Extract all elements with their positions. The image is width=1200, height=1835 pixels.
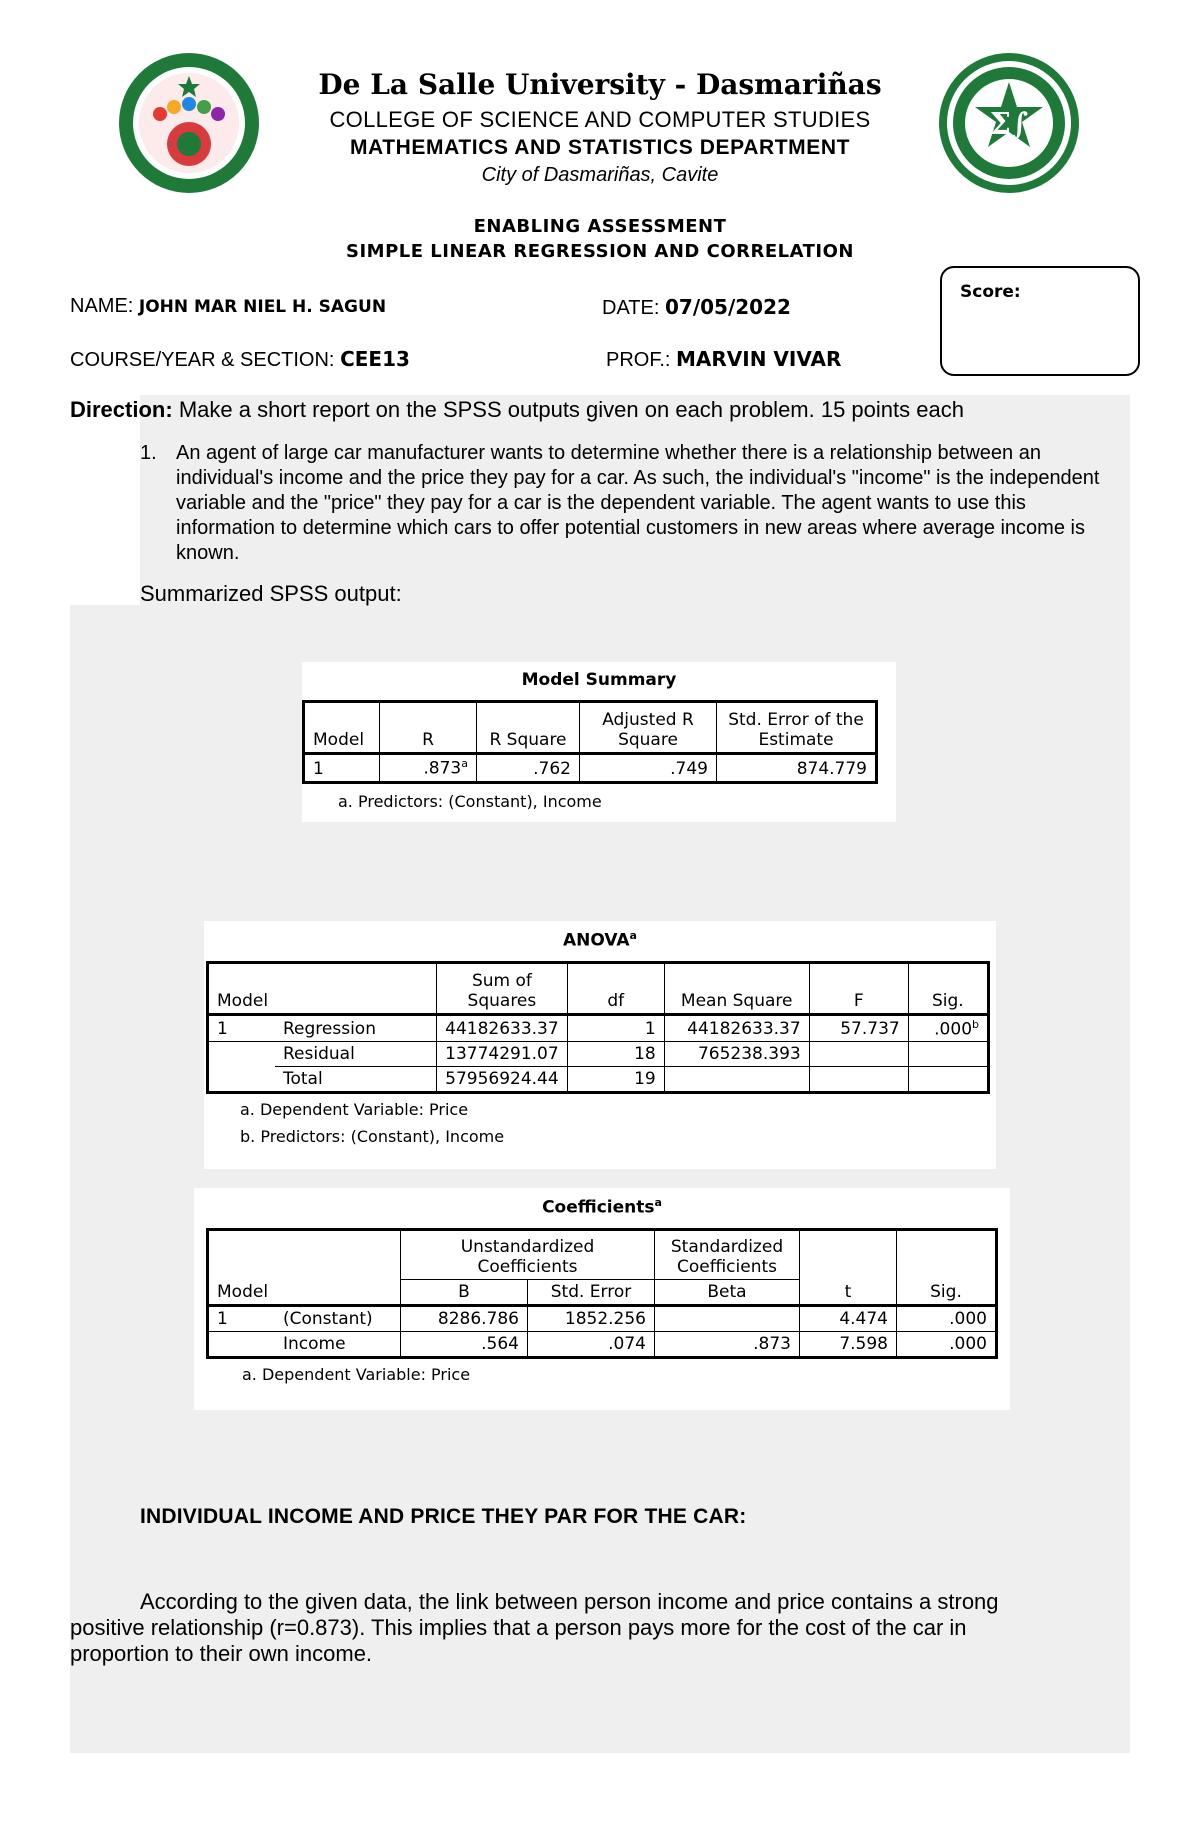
cell-model: [208, 1067, 276, 1093]
cell-f: 57.737: [809, 1014, 908, 1042]
college-name: COLLEGE OF SCIENCE AND COMPUTER STUDIES: [329, 107, 871, 132]
header-sig: Sig.: [897, 1229, 997, 1305]
table-row: [208, 1331, 997, 1357]
table-row: [208, 1042, 989, 1067]
anova-note-a: a. Dependent Variable: Price: [240, 1100, 469, 1120]
cell-label: Regression: [275, 1014, 437, 1042]
name-label: NAME:: [70, 295, 134, 317]
university-logo: [118, 52, 260, 194]
header-df: df: [567, 962, 664, 1014]
table-row: [208, 1067, 989, 1093]
cell-beta: .873: [655, 1331, 800, 1357]
cell-se: .074: [528, 1331, 655, 1357]
header-t: t: [800, 1229, 897, 1305]
date-label: DATE:: [602, 297, 660, 319]
cell-label: Income: [275, 1331, 401, 1357]
header-b: B: [401, 1279, 528, 1305]
svg-text:Σ∫: Σ∫: [989, 107, 1029, 142]
spss-output-label: Summarized SPSS output:: [140, 581, 402, 606]
anova-note-b: b. Predictors: (Constant), Income: [240, 1127, 505, 1147]
anova-table: [206, 961, 990, 1095]
table-header-row: [208, 962, 989, 1014]
report-paragraph: According to the given data, the link between person income and price contains a strong positive relationship (r=0.873). This implies that a person pays more for the cost of the car in proportion to their own income.: [70, 1589, 999, 1666]
cell-df: 19: [567, 1067, 664, 1093]
problem-text: An agent of large car manufacturer wants to determine whether there is a relationship between an individual's income and the price they pay for a car. As such, the individual's "income" is the independent variable and the "price" they pay for a car is the dependent variable. The agent wants to use this information to determine which cars to offer potential customers in new areas where average income is known.: [176, 442, 1100, 564]
cell-df: 1: [567, 1014, 664, 1042]
problem-number: 1.: [140, 442, 157, 464]
cell-label: Total: [275, 1067, 437, 1093]
name-field: [70, 295, 386, 318]
cell-beta: [655, 1305, 800, 1331]
cell-r-square: .762: [477, 754, 580, 783]
cell-b: 8286.786: [401, 1305, 528, 1331]
direction-text: Make a short report on the SPSS outputs given on each problem. 15 points each: [178, 397, 964, 422]
cell-ms: [664, 1067, 809, 1093]
cell-f: [809, 1042, 908, 1067]
anova-panel: [204, 921, 996, 1169]
cell-ss: 44182633.37: [437, 1014, 568, 1042]
model-summary-note: a. Predictors: (Constant), Income: [338, 791, 602, 811]
prof-value: MARVIN VIVAR: [676, 347, 842, 371]
date-value: 07/05/2022: [664, 295, 791, 319]
header-beta: Beta: [655, 1279, 800, 1305]
header-sum-of-squares: Sum of Squares: [437, 962, 568, 1014]
cell-model: 1: [208, 1305, 276, 1331]
cell-std-error: 874.779: [717, 754, 877, 783]
header-adjusted-r-square: Adjusted R Square: [580, 702, 717, 754]
cell-r: .873$^a$: [380, 754, 477, 783]
cell-df: 18: [567, 1042, 664, 1067]
model-summary-table: [302, 700, 878, 784]
cell-model: 1: [208, 1014, 276, 1042]
score-box: [940, 266, 1140, 376]
header-model: Model: [304, 702, 380, 754]
table-header-row: [208, 1229, 997, 1279]
cell-ms: 765238.393: [664, 1042, 809, 1067]
header-model: Model: [208, 1229, 401, 1305]
anova-title: ANOVA$^a$: [563, 929, 637, 951]
cell-b: .564: [401, 1331, 528, 1357]
cell-se: 1852.256: [528, 1305, 655, 1331]
cell-model: [208, 1042, 276, 1067]
cell-f: [809, 1067, 908, 1093]
model-summary-panel: [302, 662, 896, 822]
direction-line: [70, 397, 1130, 423]
header-r-square: R Square: [477, 702, 580, 754]
header-std-error: Std. Error: [528, 1279, 655, 1305]
header-mean-square: Mean Square: [664, 962, 809, 1014]
header-r: R: [380, 702, 477, 754]
date-field: [602, 295, 791, 320]
department-name: MATHEMATICS AND STATISTICS DEPARTMENT: [349, 136, 851, 159]
cell-t: 7.598: [800, 1331, 897, 1357]
report-heading: INDIVIDUAL INCOME AND PRICE THEY PAR FOR THE CAR:: [140, 1505, 747, 1528]
cell-model: 1: [304, 754, 380, 783]
coefficients-note: a. Dependent Variable: Price: [242, 1364, 471, 1384]
cell-label: Residual: [275, 1042, 437, 1067]
header-sig: Sig.: [908, 962, 988, 1014]
coefficients-panel: [194, 1188, 1010, 1410]
cell-adjusted-r-square: .749: [580, 754, 717, 783]
assessment-title: ENABLING ASSESSMENT: [473, 216, 727, 237]
table-row: [208, 1305, 997, 1331]
university-name: De La Salle University - Dasmariñas: [318, 68, 882, 101]
cell-ss: 57956924.44: [437, 1067, 568, 1093]
cell-ms: 44182633.37: [664, 1014, 809, 1042]
header-std-error: Std. Error of the Estimate: [717, 702, 877, 754]
prof-field: [606, 347, 841, 372]
model-summary-title: Model Summary: [521, 670, 677, 690]
cell-label: (Constant): [275, 1305, 401, 1331]
cell-sig: [908, 1067, 988, 1093]
table-header-row: [304, 702, 877, 754]
direction-label: Direction:: [70, 397, 173, 422]
topic-title: SIMPLE LINEAR REGRESSION AND CORRELATION: [346, 241, 854, 262]
cell-sig: .000: [897, 1305, 997, 1331]
header-model: Model: [208, 962, 437, 1014]
header-standardized: Standardized Coefficients: [655, 1229, 800, 1279]
cell-t: 4.474: [800, 1305, 897, 1331]
name-value: JOHN MAR NIEL H. SAGUN: [138, 297, 387, 317]
course-value: CEE13: [340, 347, 410, 371]
department-seal: [938, 52, 1080, 194]
table-row: [304, 754, 877, 783]
coefficients-table: [206, 1228, 998, 1359]
city-name: City of Dasmariñas, Cavite: [481, 164, 719, 186]
coefficients-title: Coefficients$^a$: [542, 1196, 662, 1218]
cell-sig: .000$^b$: [908, 1014, 988, 1042]
header-f: F: [809, 962, 908, 1014]
course-label: COURSE/YEAR & SECTION:: [70, 349, 335, 371]
cell-sig: [908, 1042, 988, 1067]
cell-sig: .000: [897, 1331, 997, 1357]
header-unstandardized: Unstandardized Coefficients: [401, 1229, 655, 1279]
score-label: Score:: [960, 282, 1021, 302]
prof-label: PROF.:: [606, 349, 671, 371]
cell-ss: 13774291.07: [437, 1042, 568, 1067]
cell-model: [208, 1331, 276, 1357]
course-field: [70, 347, 410, 372]
table-row: [208, 1014, 989, 1042]
